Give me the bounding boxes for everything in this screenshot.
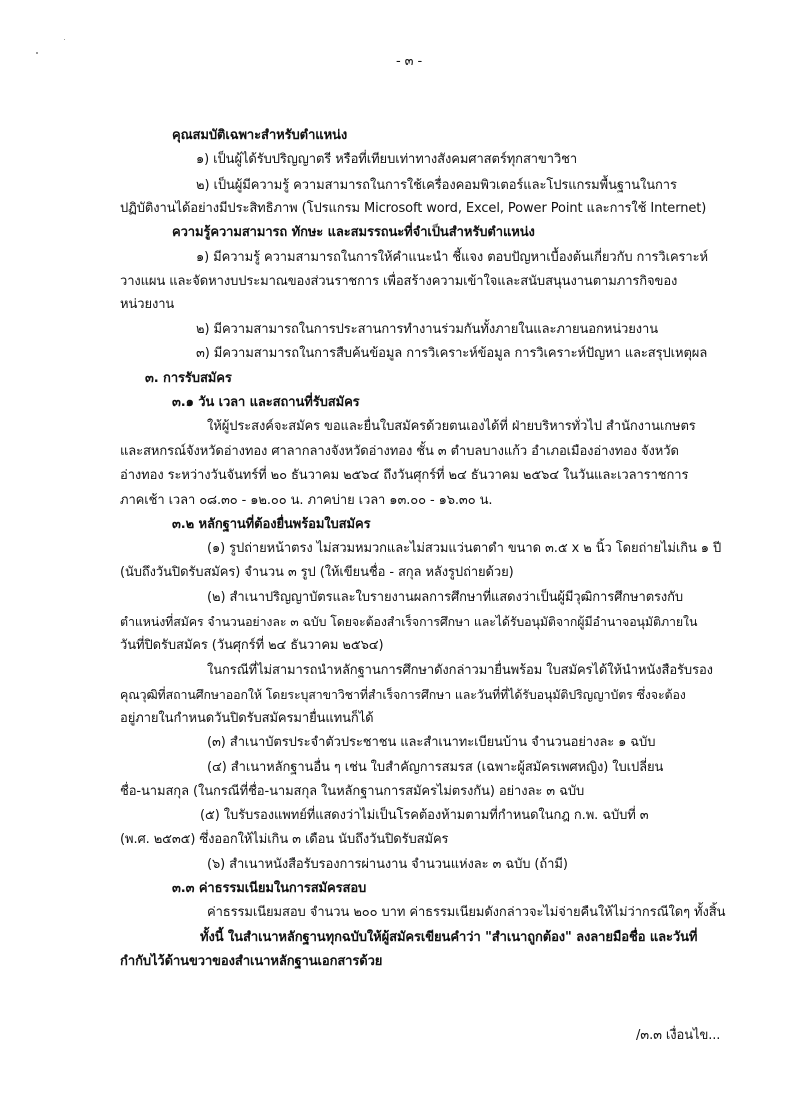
section-3-2-heading: ๓.๒ หลักฐานที่ต้องยื่นพร้อมใบสมัคร bbox=[172, 517, 371, 532]
document-item-1-line-2: (นับถึงวันปิดรับสมัคร) จำนวน ๓ รูป (ให้เขียนชื่อ - สกุล หลังรูปถ่ายด้วย) bbox=[120, 565, 514, 580]
section-3-1-heading: ๓.๑ วัน เวลา และสถานที่รับสมัคร bbox=[172, 395, 360, 410]
competency-heading: ความรู้ความสามารถ ทักษะ และสมรรถนะที่จำเป็นสำหรับตำแหน่ง bbox=[172, 225, 535, 240]
competency-item-3: ๓) มีความสามารถในการสืบค้นข้อมูล การวิเคราะห์ข้อมูล การวิเคราะห์ปัญหา และสรุปเหตุผล bbox=[196, 346, 708, 361]
document-item-3: (๓) สำเนาบัตรประจำตัวประชาชน และสำเนาทะเบียนบ้าน จำนวนอย่างละ ๑ ฉบับ bbox=[207, 735, 656, 750]
qualifications-heading: คุณสมบัติเฉพาะสำหรับตำแหน่ง bbox=[172, 128, 348, 143]
section-3-1-line-2: และสหกรณ์จังหวัดอ่างทอง ศาลากลางจังหวัดอ่างทอง ชั้น ๓ ตำบลบางแก้ว อำเภอเมืองอ่างทอง จังหวัด bbox=[120, 444, 679, 459]
document-item-2-line-2: ตำแหน่งที่สมัคร จำนวนอย่างละ ๓ ฉบับ โดยจะต้องสำเร็จการศึกษา และได้รับอนุมัติจากผู้มีอำนาจอนุมัติภายใน bbox=[120, 614, 698, 629]
document-note-line-1: ในกรณีที่ไม่สามารถนำหลักฐานการศึกษาดังกล่าวมายื่นพร้อม ใบสมัครได้ให้นำหนังสือรับรอง bbox=[207, 663, 713, 678]
document-item-5-line-2: (พ.ศ. ๒๕๓๕) ซึ่งออกให้ไม่เกิน ๓ เดือน นับถึงวันปิดรับสมัคร bbox=[120, 832, 449, 847]
document-item-4-line-1: (๔) สำเนาหลักฐานอื่น ๆ เช่น ใบสำคัญการสมรส (เฉพาะผู้สมัครเพศหญิง) ใบเปลี่ยน bbox=[207, 760, 664, 775]
competency-item-1-line-1: ๑) มีความรู้ ความสามารถในการให้คำแนะนำ ชี้แจง ตอบปัญหาเบื้องต้นเกี่ยวกับ การวิเคราะห์ bbox=[196, 250, 708, 265]
section-3-1-line-1: ให้ผู้ประสงค์จะสมัคร ขอและยื่นใบสมัครด้วยตนเองได้ที่ ฝ่ายบริหารทั่วไป สำนักงานเกษตร bbox=[207, 419, 696, 434]
competency-item-1-line-3: หน่วยงาน bbox=[120, 297, 175, 312]
closing-note-line-2: กำกับไว้ด้านขวาของสำเนาหลักฐานเอกสารด้วย bbox=[120, 954, 383, 969]
document-note-line-3: อยู่ภายในกำหนดวันปิดรับสมัครมายื่นแทนก็ได้ bbox=[120, 711, 374, 726]
section-3-1-line-3: อ่างทอง ระหว่างวันจันทร์ที่ ๒๐ ธันวาคม ๒๕๖๔ ถึงวันศุกร์ที่ ๒๔ ธันวาคม ๒๕๖๔ ในวันและเวลาราชการ bbox=[120, 468, 689, 483]
closing-note-line-1: ทั้งนี้ ในสำเนาหลักฐานทุกฉบับให้ผู้สมัครเขียนคำว่า "สำเนาถูกต้อง" ลงลายมือชื่อ และวันที่ bbox=[200, 930, 698, 945]
document-item-4-line-2: ชื่อ-นามสกุล (ในกรณีที่ชื่อ-นามสกุล ในหลักฐานการสมัครไม่ตรงกัน) อย่างละ ๓ ฉบับ bbox=[120, 784, 585, 799]
section-3-3-line-1: ค่าธรรมเนียมสอบ จำนวน ๒๐๐ บาท ค่าธรรมเนียมดังกล่าวจะไม่จ่ายคืนให้ไม่ว่ากรณีใดๆ ทั้งสิ้น bbox=[207, 905, 726, 920]
section-3-1-line-4: ภาคเช้า เวลา ๐๘.๓๐ - ๑๒.๐๐ น. ภาคบ่าย เวลา ๑๓.๐๐ - ๑๖.๓๐ น. bbox=[120, 493, 493, 508]
page-number: - ๓ - bbox=[396, 54, 423, 69]
document-note-line-2: คุณวุฒิที่สถานศึกษาออกให้ โดยระบุสาขาวิชาที่สำเร็จการศึกษา และวันที่ที่ได้รับอนุมัติปริญญาบัตร ซึ่งจะต้อง bbox=[120, 687, 686, 702]
competency-item-2: ๒) มีความสามารถในการประสานการทำงานร่วมกันทั้งภายในและภายนอกหน่วยงาน bbox=[196, 322, 658, 337]
continuation-marker: /๓.๓ เงื่อนไข... bbox=[636, 1028, 721, 1043]
document-item-5-line-1: (๕) ใบรับรองแพทย์ที่แสดงว่าไม่เป็นโรคต้องห้ามตามที่กำหนดในกฎ ก.พ. ฉบับที่ ๓ bbox=[200, 808, 649, 823]
document-item-6: (๖) สำเนาหนังสือรับรองการผ่านงาน จำนวนแห่งละ ๓ ฉบับ (ถ้ามี) bbox=[207, 857, 568, 872]
document-item-2-line-3: วันที่ปิดรับสมัคร (วันศุกร์ที่ ๒๔ ธันวาคม ๒๕๖๔) bbox=[120, 638, 384, 653]
document-item-2-line-1: (๒) สำเนาปริญญาบัตรและใบรายงานผลการศึกษาที่แสดงว่าเป็นผู้มีวุฒิการศึกษาตรงกับ bbox=[207, 590, 684, 605]
section-3-3-heading: ๓.๓ ค่าธรรมเนียมในการสมัครสอบ bbox=[172, 881, 367, 896]
scan-speck bbox=[64, 39, 65, 40]
competency-item-1-line-2: วางแผน และจัดหางบประมาณของส่วนราชการ เพื่อสร้างความเข้าใจและสนับสนุนงานตามภารกิจของ bbox=[120, 274, 678, 289]
section-3-heading: ๓. การรับสมัคร bbox=[145, 371, 232, 386]
document-item-1-line-1: (๑) รูปถ่ายหน้าตรง ไม่สวมหมวกและไม่สวมแว่นตาดำ ขนาด ๓.๕ x ๒ นิ้ว โดยถ่ายไม่เกิน ๑ ปี bbox=[207, 541, 722, 556]
qualification-item-2-line-2: ปฏิบัติงานได้อย่างมีประสิทธิภาพ (โปรแกรม Microsoft word, Excel, Power Point และการใช้ Internet) bbox=[120, 201, 707, 216]
qualification-item-2-line-1: ๒) เป็นผู้มีความรู้ ความสามารถในการใช้เครื่องคอมพิวเตอร์และโปรแกรมพื้นฐานในการ bbox=[196, 178, 677, 193]
scan-speck bbox=[36, 52, 38, 54]
qualification-item-1: ๑) เป็นผู้ได้รับปริญญาตรี หรือที่เทียบเท่าทางสังคมศาสตร์ทุกสาขาวิชา bbox=[196, 152, 578, 167]
